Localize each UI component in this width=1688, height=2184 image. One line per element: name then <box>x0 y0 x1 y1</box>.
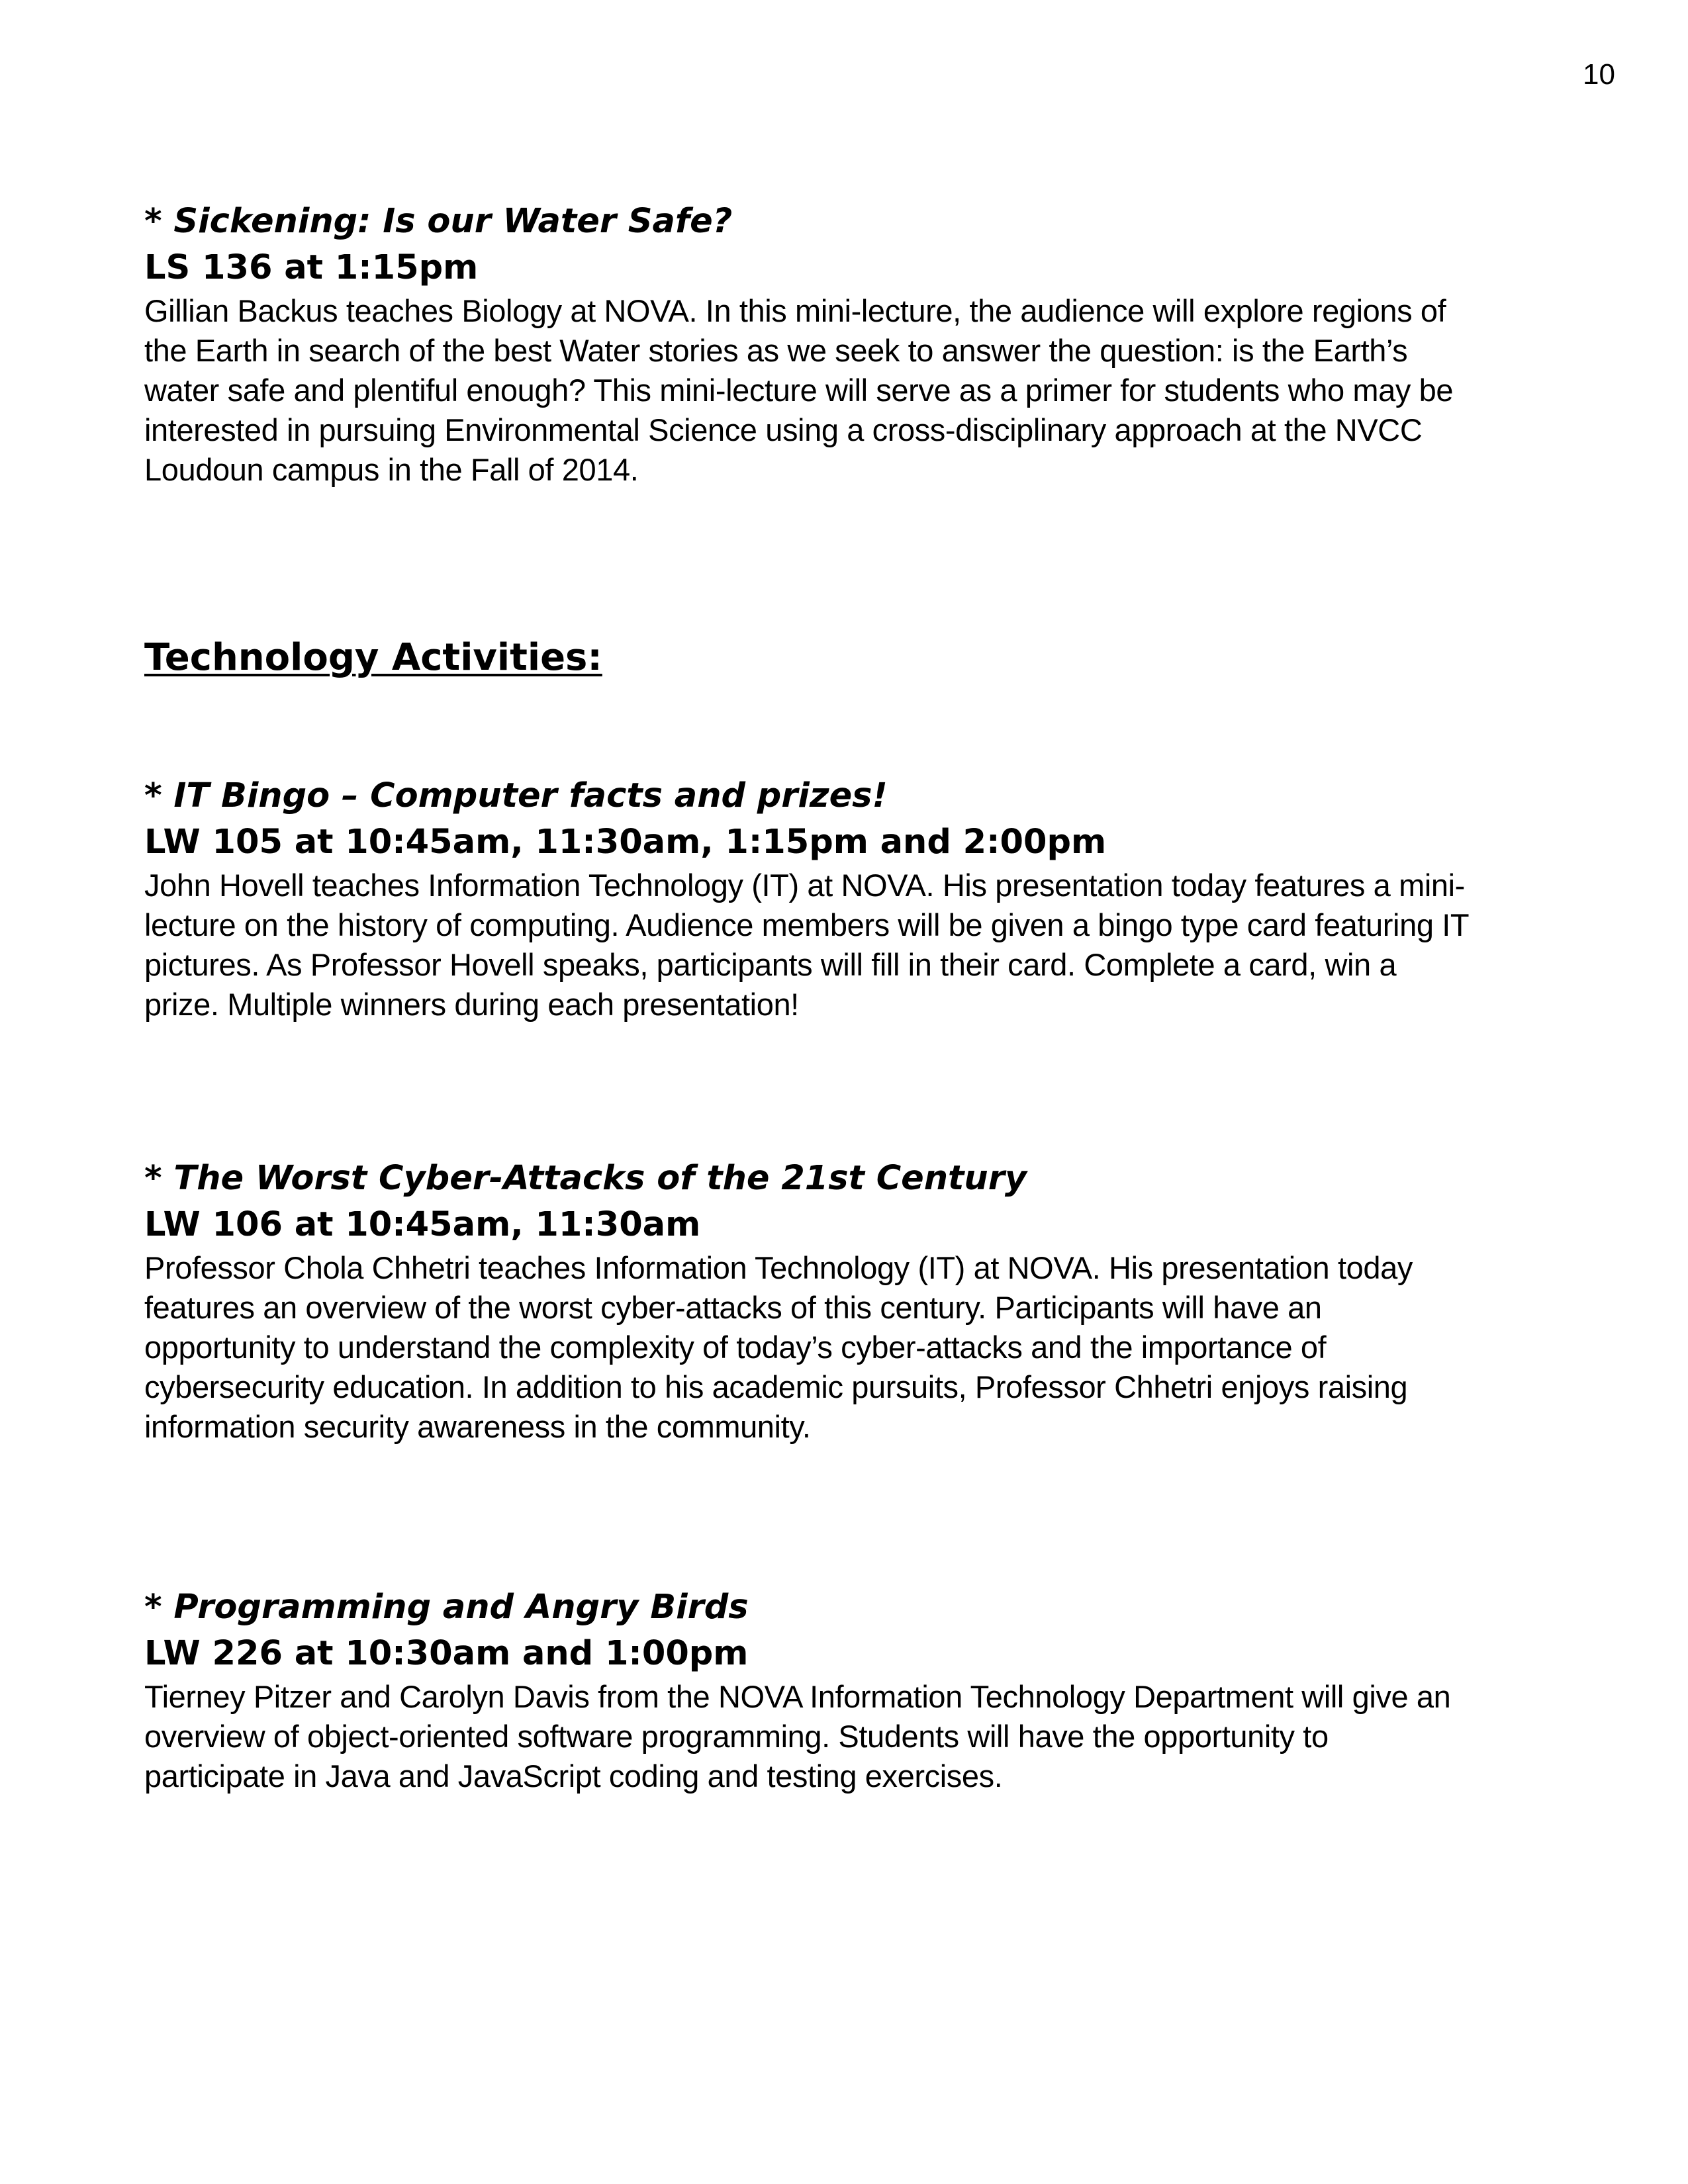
event-title: * Programming and Angry Birds <box>144 1588 749 1627</box>
event-it-bingo <box>144 773 1469 1024</box>
description-line: Tierney Pitzer and Carolyn Davis from the NOVA Information Technology Department will give an <box>144 1679 1451 1714</box>
event-room-time: LW 226 at 10:30am and 1:00pm <box>144 1634 749 1673</box>
section-heading: Technology Activities: <box>144 636 602 679</box>
event-title: * Sickening: Is our Water Safe? <box>144 202 733 241</box>
description-line: interested in pursuing Environmental Science using a cross-disciplinary approach at the NVCC <box>144 412 1423 447</box>
event-room-time: LW 106 at 10:45am, 11:30am <box>144 1205 701 1244</box>
event-title: * IT Bingo – Computer facts and prizes! <box>144 776 888 815</box>
description-line: prize. Multiple winners during each presentation! <box>144 987 799 1022</box>
event-description <box>144 291 1453 490</box>
description-line: Loudoun campus in the Fall of 2014. <box>144 452 639 487</box>
description-line: information security awareness in the community. <box>144 1409 811 1444</box>
event-title: * The Worst Cyber-Attacks of the 21st Century <box>144 1159 1027 1198</box>
description-line: water safe and plentiful enough? This mini-lecture will serve as a primer for students who may be <box>144 373 1454 408</box>
event-room-time: LW 105 at 10:45am, 11:30am, 1:15pm and 2:00pm <box>144 823 1107 862</box>
description-line: participate in Java and JavaScript coding and testing exercises. <box>144 1758 1003 1794</box>
event-description <box>144 1677 1450 1796</box>
event-room-time: LS 136 at 1:15pm <box>144 248 479 287</box>
description-line: features an overview of the worst cyber-attacks of this century. Participants will have an <box>144 1290 1322 1325</box>
event-description <box>144 866 1469 1024</box>
event-cyber-attacks <box>144 1156 1413 1447</box>
description-line: pictures. As Professor Hovell speaks, participants will fill in their card. Complete a card, win a <box>144 947 1397 982</box>
description-line: opportunity to understand the complexity of today’s cyber-attacks and the importance of <box>144 1330 1327 1365</box>
description-line: cybersecurity education. In addition to his academic pursuits, Professor Chhetri enjoys raising <box>144 1369 1408 1404</box>
event-description <box>144 1248 1413 1447</box>
description-line: the Earth in search of the best Water stories as we seek to answer the question: is the Earth’s <box>144 333 1408 368</box>
page-number: 10 <box>1583 58 1615 91</box>
description-line: lecture on the history of computing. Audience members will be given a bingo type card featuring IT <box>144 907 1470 942</box>
description-line: Professor Chola Chhetri teaches Information Technology (IT) at NOVA. His presentation today <box>144 1250 1413 1285</box>
description-line: Gillian Backus teaches Biology at NOVA. In this mini-lecture, the audience will explore regions of <box>144 293 1446 328</box>
section-technology <box>144 633 602 683</box>
description-line: John Hovell teaches Information Technology (IT) at NOVA. His presentation today features a mini- <box>144 868 1465 903</box>
event-programming-angry-birds <box>144 1584 1450 1796</box>
event-sickening-water <box>144 199 1453 490</box>
description-line: overview of object-oriented software programming. Students will have the opportunity to <box>144 1719 1329 1754</box>
